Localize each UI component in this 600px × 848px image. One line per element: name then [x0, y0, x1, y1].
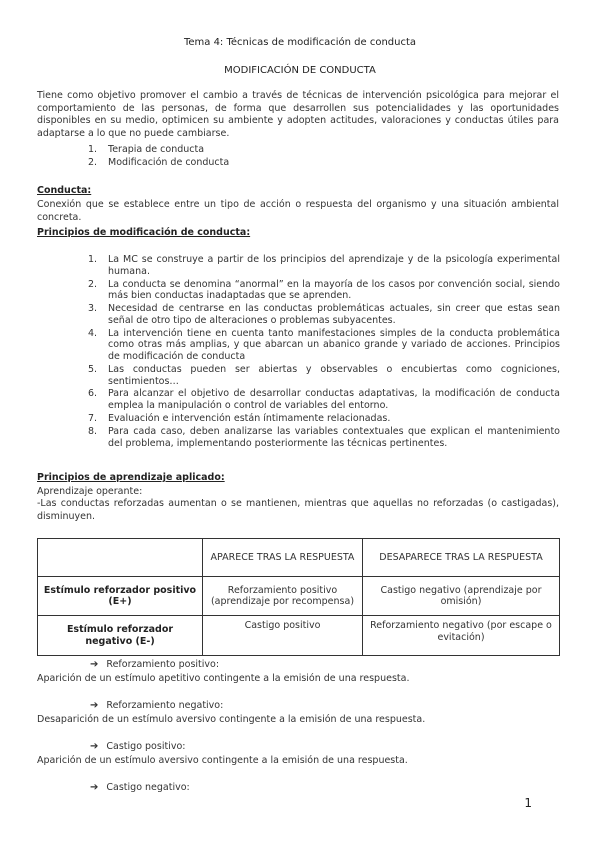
aprendizaje-heading: Principios de aprendizaje aplicado: [37, 472, 225, 483]
definition-text: Desaparición de un estímulo aversivo contingente a la emisión de una respuesta. [37, 714, 426, 725]
list-item: 3. Necesidad de centrarse en las conductas problemáticas actuales, sin creer que estas sean señal de otro tipo de alteraciones o problemas subyacentes. [88, 303, 560, 326]
list-item: 6. Para alcanzar el objetivo de desarrollar conductas adaptativas, la modificación de conducta emplea la manipulación o control de variables del entorno. [88, 388, 560, 412]
conducta-definition: Conexión que se establece entre un tipo de acción o respuesta del organismo y una situación ambiental concreta. [37, 199, 559, 223]
table-cell: Reforzamiento positivo (aprendizaje por recompensa) [203, 577, 363, 616]
list-item: 2. La conducta se denomina “anormal” en la mayoría de los casos por convención social, siendo más bien conductas inadaptadas que se aprenden. [88, 278, 560, 302]
list-item: 8. Para cada caso, deben analizarse las variables contextuales que explican el mantenimiento del problema, implementando posteriormente las técnicas pertinentes. [88, 426, 560, 449]
column-header-aparece: APARECE TRAS LA RESPUESTA [203, 539, 363, 577]
aprendizaje-subheading: Aprendizaje operante: [37, 486, 143, 497]
document-topic: Tema 4: Técnicas de modificación de conducta [183, 37, 417, 48]
table-header-row [38, 539, 560, 577]
list-item: 1. Terapia de conducta [88, 144, 205, 155]
principios-list [88, 254, 560, 451]
arrow-icon: ➔ [90, 741, 99, 752]
reinforcement-table [37, 538, 560, 656]
aprendizaje-text: -Las conductas reforzadas aumentan o se mantienen, mientras que aquellas no reforzadas (o castigadas), disminuyen. [37, 498, 559, 522]
principios-heading: Principios de modificación de conducta: [37, 227, 251, 238]
definition-term: ➔ Castigo negativo: [90, 782, 190, 793]
definition-text: Aparición de un estímulo aversivo contingente a la emisión de una respuesta. [37, 755, 408, 766]
definition-term: ➔ Castigo positivo: [90, 741, 186, 752]
table-corner-cell [38, 539, 203, 577]
definition-term: ➔ Reforzamiento negativo: [90, 700, 224, 711]
table-cell: Reforzamiento negativo (por escape o evitación) [363, 616, 560, 656]
column-header-desaparece: DESAPARECE TRAS LA RESPUESTA [363, 539, 560, 577]
arrow-icon: ➔ [90, 782, 99, 793]
intro-list [88, 144, 560, 170]
row-header: Estímulo reforzador positivo (E+) [38, 577, 203, 616]
list-item: 7. Evaluación e intervención están íntimamente relacionadas. [88, 413, 391, 425]
page-title: MODIFICACIÓN DE CONDUCTA [224, 65, 376, 76]
row-header: Estímulo reforzador negativo (E-) [38, 616, 203, 656]
intro-paragraph: Tiene como objetivo promover el cambio a través de técnicas de intervención psicológica para mejorar el comportamiento de las personas, de forma que desarrollen sus potencialidades y las oportunidades disponibles en su medio, optimicen su ambiente y adopten actitudes, valoraciones y conductas útiles para adaptarse a lo que no puede cambiarse. [37, 90, 559, 139]
table-row [38, 616, 560, 656]
table-cell: Castigo negativo (aprendizaje por omisión) [363, 577, 560, 616]
definition-term: ➔ Reforzamiento positivo: [90, 659, 220, 670]
arrow-icon: ➔ [90, 659, 99, 670]
list-item: 2. Modificación de conducta [88, 156, 230, 168]
page-number: 1 [524, 796, 532, 810]
list-item: 1. La MC se construye a partir de los principios del aprendizaje y de la psicología experimental humana. [88, 254, 560, 277]
table-row [38, 577, 560, 616]
table-cell: Castigo positivo [203, 616, 363, 656]
list-item: 4. La intervención tiene en cuenta tanto manifestaciones simples de la conducta problemática como otras más amplias, y que abarcan un abanico grande y variado de acciones. Principios de modificación de conducta [88, 327, 560, 362]
arrow-icon: ➔ [90, 700, 99, 711]
definition-text: Aparición de un estímulo apetitivo contingente a la emisión de una respuesta. [37, 673, 410, 684]
conducta-heading: Conducta: [37, 185, 92, 196]
list-item: 5. Las conductas pueden ser abiertas y observables o encubiertas como cogniciones, sentimientos… [88, 363, 560, 387]
